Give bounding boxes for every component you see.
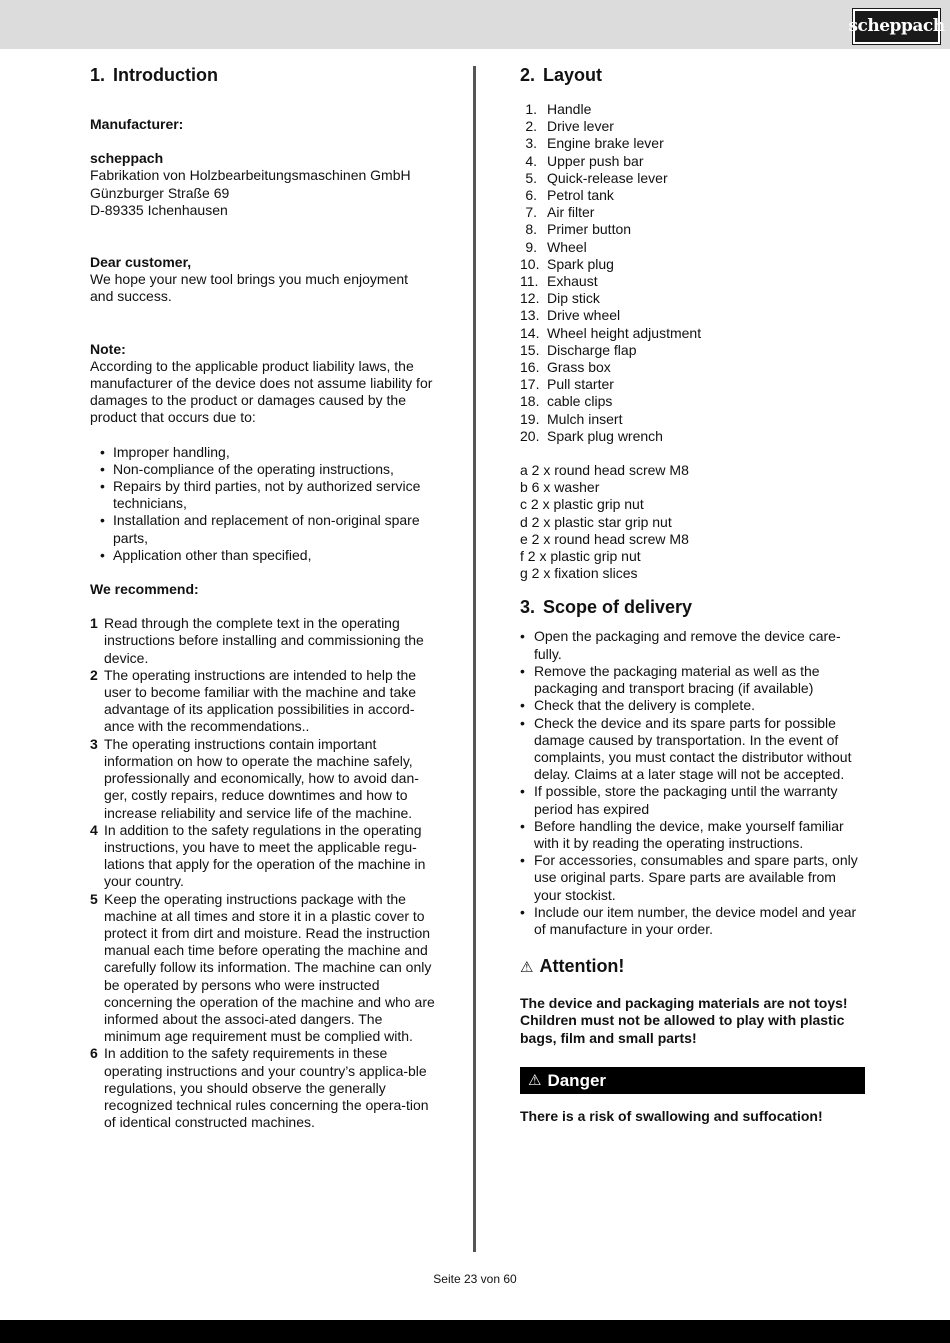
page-number: Seite 23 von 60 [433,1272,517,1286]
address-line: Günzburger Straße 69 [90,184,230,201]
list-item: • For accessories, consumables and spare parts, only use original parts. Spare parts are available from your stockist. [520,852,865,904]
recommendation-item: 6 In addition to the safety requirements in these operating instructions and your country’s applica-ble regulations, you should observe the generally recognized technical rules concerning the opera-tion of identical constructed machines. [90,1045,429,1131]
address-line: D-89335 Ichenhausen [90,201,228,218]
attention-heading: ⚠ Attention! [520,956,625,977]
list-item: • Remove the packaging material as well as the packaging and transport bracing (if available) [520,663,865,697]
column-divider [473,66,476,1252]
warning-triangle-icon: ⚠ [520,958,534,977]
recommendation-item: 4 In addition to the safety regulations in the operating instructions, you have to meet the applicable regu-lations that apply for the operation of the machine in your country. [90,821,426,890]
address-line: Fabrikation von Holzbearbeitungsmaschinen GmbH [90,167,411,184]
list-item: 14. Wheel height adjustment [520,324,702,341]
scope-list [520,628,865,938]
layout-parts-list [520,101,865,445]
header-bar [0,0,950,49]
list-item: c 2 x plastic grip nut [520,496,644,513]
list-item: 16. Grass box [520,359,611,376]
list-item: • Before handling the device, make yourself familiar with it by reading the operating instructions. [520,818,865,852]
recommendation-item: 3 The operating instructions contain important information on how to operate the machine safely, professionally and economically, how to avoid dan-ger, costly repairs, reduce downtimes and how to increase reliability and service life of the machine. [90,735,419,821]
recommendation-item: 2 The operating instructions are intended to help the user to become familiar with the machine and take advantage of its application possibilities in accord-ance with the recommendations.. [90,666,417,735]
list-item: • Application other than specified, [90,547,435,564]
left-column [90,64,435,1131]
list-item: • Installation and replacement of non-original spare parts, [90,512,435,546]
list-item: 7. Air filter [525,204,595,221]
list-item: 12. Dip stick [520,290,600,307]
greeting: Dear customer, [90,254,192,271]
liability-list [90,444,435,564]
danger-heading: ⚠ Danger [520,1067,865,1094]
list-item: 3. Engine brake lever [525,135,664,152]
recommendation-item: 1 Read through the complete text in the operating instructions before installing and commissioning the device. [90,615,424,666]
section-title-layout: 2. Layout [520,65,603,85]
list-item: f 2 x plastic grip nut [520,548,641,565]
list-item: 19. Mulch insert [520,410,623,427]
footer-bar [0,1320,950,1343]
greeting-text: We hope your new tool brings you much enjoyment and success. [90,271,409,305]
list-item: e 2 x round head screw M8 [520,530,689,547]
list-item: 9. Wheel [525,238,587,255]
scheppach-logo: scheppach [853,9,940,44]
list-item: d 2 x plastic star grip nut [520,513,672,530]
list-item: 17. Pull starter [520,376,614,393]
recommendation-item: 5 Keep the operating instructions package with the machine at all times and store it in a plastic cover to protect it from dirt and moisture. Read the instruction manual each time before operating the machine and carefully follow its information. The machine can only be operated by persons who were instructed concerning the operation of the machine and who are informed about the associ-ated dangers. The minimum age requirement must be complied with. [90,890,435,1045]
list-item: 6. Petrol tank [525,187,614,204]
list-item: 4. Upper push bar [525,152,644,169]
list-item: 10. Spark plug [520,255,614,272]
list-item: • Check that the delivery is complete. [520,697,865,714]
list-item: • Repairs by third parties, not by authorized service technicians, [90,478,435,512]
recommendation-list [90,615,435,1131]
list-item: • If possible, store the packaging until the warranty period has expired [520,783,865,817]
recommend-label: We recommend: [90,581,199,598]
note-label: Note: [90,340,126,357]
list-item: 20. Spark plug wrench [520,427,663,444]
list-item: 13. Drive wheel [520,307,621,324]
manufacturer-label: Manufacturer: [90,116,184,132]
section-title-scope: 3. Scope of delivery [520,597,693,618]
warning-triangle-icon: ⚠ [528,1070,542,1089]
right-column [520,64,865,1125]
list-item: 5. Quick-release lever [525,169,668,186]
danger-text: There is a risk of swallowing and suffocation! [520,1107,823,1124]
company-name: scheppach [90,150,164,167]
list-item: 8. Primer button [525,221,632,238]
section-title-introduction: 1. Introduction [90,65,218,85]
list-item: 18. cable clips [520,393,613,410]
list-item: b 6 x washer [520,479,600,496]
list-item: g 2 x fixation slices [520,565,638,582]
list-item: a 2 x round head screw M8 [520,462,689,479]
list-item: • Non-compliance of the operating instructions, [90,461,435,478]
list-item: • Check the device and its spare parts for possible damage caused by transportation. In the event of complaints, you must contact the distributor without delay. Claims at a later stage will not be accepted. [520,715,865,784]
attention-text: The device and packaging materials are not toys! Children must not be allowed to play with plastic bags, film and small parts! [520,995,848,1046]
list-item: • Open the packaging and remove the device care-fully. [520,628,865,662]
list-item: 11. Exhaust [520,273,598,290]
list-item: 15. Discharge flap [520,341,637,358]
list-item: 1. Handle [525,101,592,117]
list-item: • Improper handling, [90,444,435,461]
list-item: 2. Drive lever [525,118,614,135]
list-item: • Include our item number, the device model and year of manufacture in your order. [520,904,865,938]
accessory-parts-list [520,462,865,582]
note-text: According to the applicable product liability laws, the manufacturer of the device does not assume liability for damages to the product or damages caused by the product that occurs due to: [90,357,433,426]
